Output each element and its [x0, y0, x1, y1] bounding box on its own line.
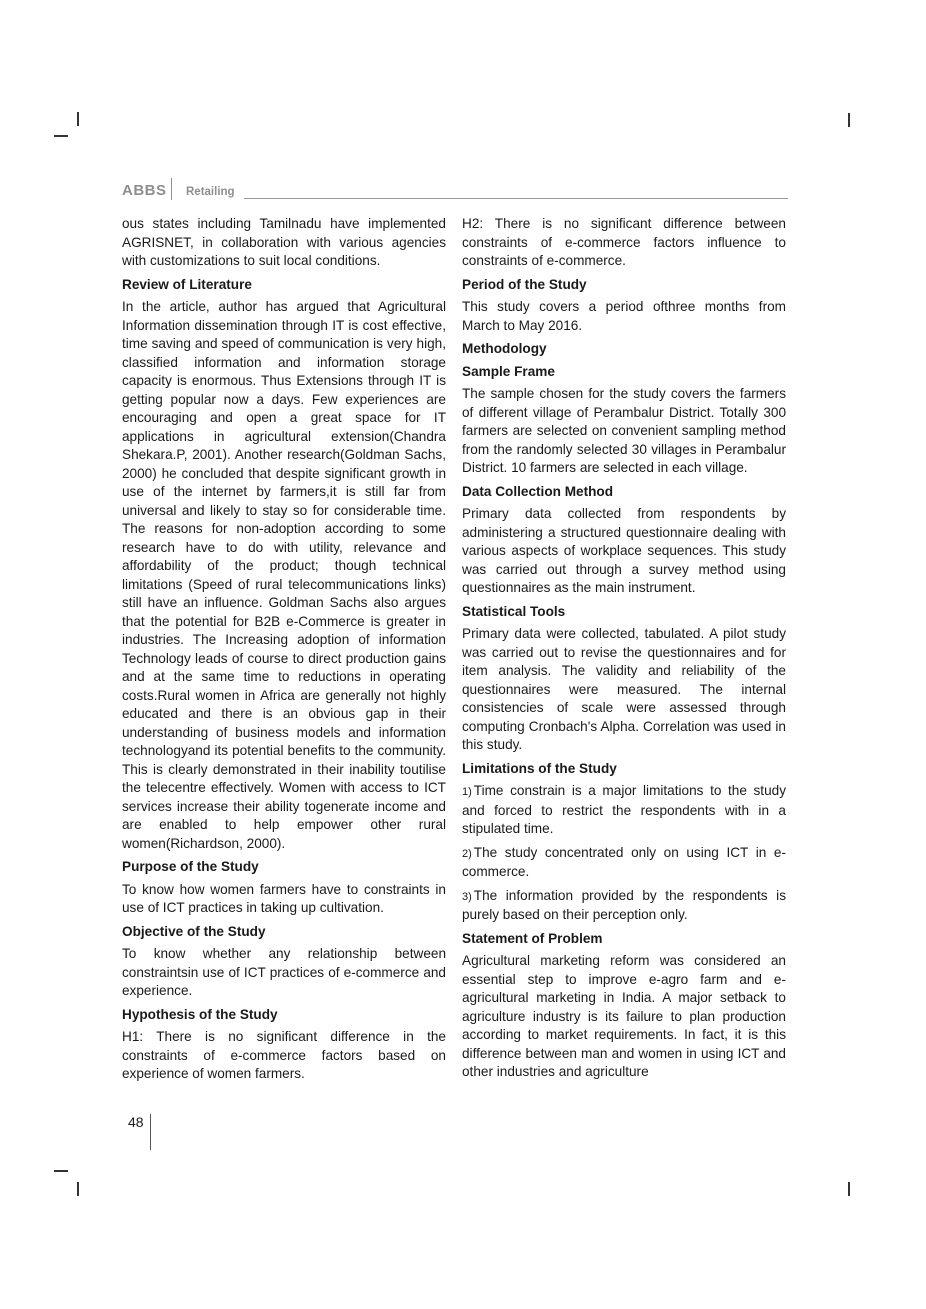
methodology-heading: Methodology: [462, 341, 547, 356]
limitation-text: Time constrain is a major limitations to the study and forced to restrict the respondents with in a stipulated time.: [462, 783, 786, 836]
section-name: Retailing: [186, 186, 235, 198]
header-rule: [244, 198, 788, 199]
purpose-paragraph: To know how women farmers have to constraints in use of ICT practices in taking up cultivation.: [122, 881, 446, 915]
limitation-text: The study concentrated only on using ICT in e-commerce.: [462, 844, 786, 879]
crop-mark: [54, 135, 68, 137]
right-column: [462, 215, 786, 1087]
statistical-tools-heading: Statistical Tools: [462, 603, 566, 619]
header-separator: [171, 178, 172, 200]
limitations-heading: Limitations of the Study: [462, 760, 617, 776]
limitation-text: The information provided by the respondents is purely based on their perception only.: [462, 887, 786, 922]
statistical-tools-paragraph: Primary data were collected, tabulated. A pilot study was carried out to revise the questionnaires and for item analysis. The validity and reliability of the questionnaires were measured. The internal consistencies of scale were assessed through computing Cronbach's Alpha. Correlation was used in this study.: [462, 626, 786, 752]
hypothesis-heading: Hypothesis of the Study: [122, 1006, 278, 1022]
left-column: [122, 215, 446, 1089]
review-paragraph: In the article, author has argued that Agricultural Information dissemination through IT is cost effective, time saving and speed of communication is very high, classified information and information storage capacity is enormous. Thus Extensions through IT is getting popular now a days. Few experiences are encouraging and open a great space for IT applications in agricultural extension(Chandra Shekara.P, 2001). Another research(Goldman Sachs, 2000) he concluded that despite significant growth in use of the internet by farmers,it is still far from universal and likely to stay so for considerable time. The reasons for non-adoption according to some research have to do with utility, relevance and affordability of the product; though technical limitations (Speed of rural telecommunications links) still have an influence. Goldman Sachs also argues that the potential for B2B e-Commerce is greater in industries. The Increasing adoption of information Technology leads of course to direct production gains and at the same time to reductions in operating costs.Rural women in Africa are generally not highly educated and there is an obvious gap in their understanding of business models and information technologyand its potential benefits to the community. This is clearly demonstrated in their inability toutilise the telecentre effectively. Women with access to ICT services increase their ability togenerate income and are enabled to help empower other rural women(Richardson, 2000).: [122, 299, 446, 851]
limitation-item: [462, 782, 786, 839]
limitation-number: 3): [462, 890, 472, 903]
intro-continuation: ous states including Tamilnadu have implemented AGRISNET, in collaboration with various agencies with customizations to suit local conditions.: [122, 216, 446, 268]
data-collection-heading: Data Collection Method: [462, 483, 614, 499]
crop-mark: [54, 1170, 68, 1172]
objective-heading: Objective of the Study: [122, 923, 266, 939]
objective-paragraph: To know whether any relationship between constraintsin use of ICT practices of e-commerce and experience.: [122, 946, 446, 998]
purpose-heading: Purpose of the Study: [122, 859, 259, 874]
journal-name: ABBS: [122, 182, 167, 199]
crop-mark: [848, 113, 850, 127]
crop-mark: [77, 112, 79, 126]
page-number: 48: [128, 1114, 144, 1130]
limitation-number: 2): [462, 847, 472, 860]
crop-mark: [77, 1182, 79, 1196]
page-number-rule: [150, 1114, 151, 1150]
review-heading: Review of Literature: [122, 276, 252, 292]
hypothesis-h2: H2: There is no significant difference between constraints of e-commerce factors influence to constraints of e-commerce.: [462, 216, 786, 268]
sample-paragraph: The sample chosen for the study covers the farmers of different village of Perambalur District. Totally 300 farmers are selected on convenient sampling method from the randomly selected 30 villages in Perambalur District. 10 farmers are selected in each village.: [462, 386, 786, 475]
problem-paragraph: Agricultural marketing reform was considered an essential step to improve e-agro farm and e-agricultural marketing in India. A major setback to agriculture industry is its failure to plan production according to market requirements. In fact, it is this difference between man and women in using ICT and other industries and agriculture: [462, 953, 786, 1079]
problem-heading: Statement of Problem: [462, 930, 603, 946]
limitation-number: 1): [462, 786, 472, 798]
limitation-item: [462, 844, 786, 882]
limitation-item: [462, 887, 786, 925]
sample-heading: Sample Frame: [462, 363, 555, 379]
hypothesis-h1: H1: There is no significant difference in the constraints of e-commerce factors based on experience of women farmers.: [122, 1029, 446, 1081]
crop-mark: [848, 1182, 850, 1196]
running-header: [122, 178, 788, 204]
period-paragraph: This study covers a period ofthree months from March to May 2016.: [462, 299, 786, 333]
data-collection-paragraph: Primary data collected from respondents by administering a structured questionnaire dealing with various aspects of workplace sequences. This study was carried out through a survey method using questionnaires as the main instrument.: [462, 506, 786, 595]
period-heading: Period of the Study: [462, 276, 587, 292]
